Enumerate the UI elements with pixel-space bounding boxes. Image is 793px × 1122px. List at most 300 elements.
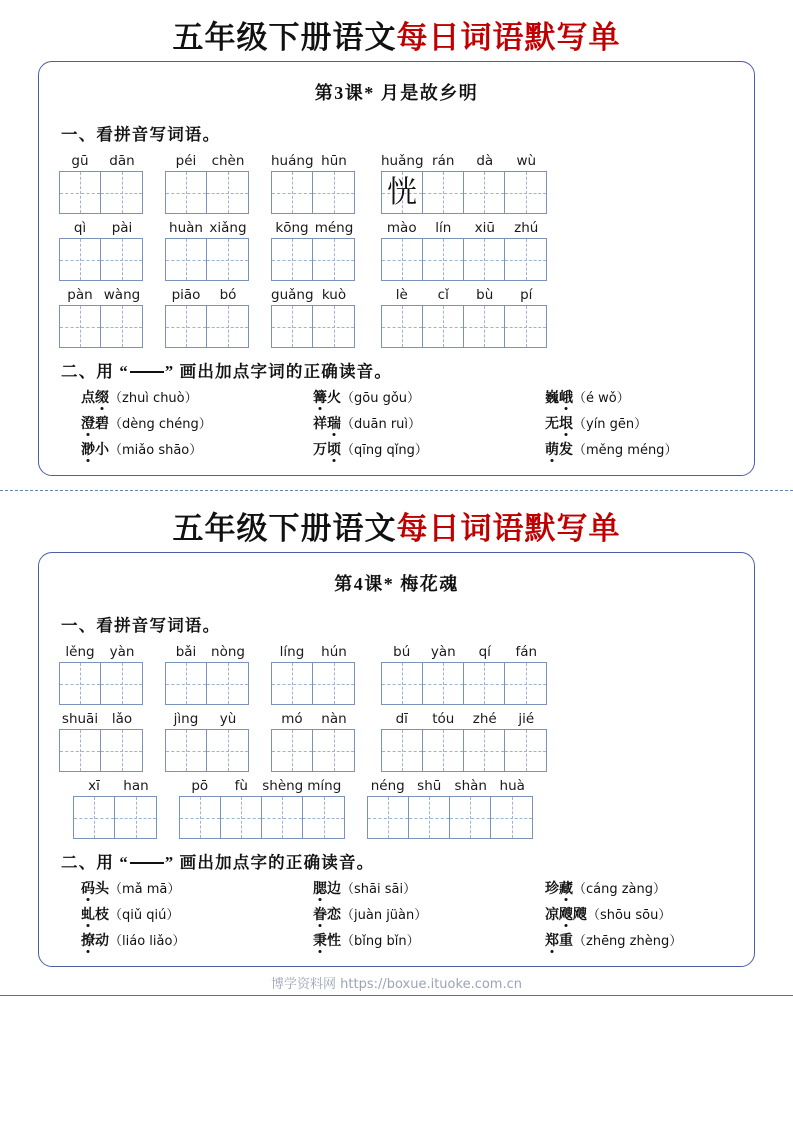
choice-word: [81, 934, 109, 949]
section-2-suffix: ” 画出加点字的正确读音。: [164, 853, 375, 872]
worksheet-1: [0, 0, 793, 491]
pronunciation-choice-item[interactable]: [545, 388, 754, 409]
character-grid[interactable]: [59, 662, 143, 705]
section-2-prefix: 用 “: [96, 362, 129, 381]
character-cell[interactable]: [101, 172, 142, 213]
section-1-number: 一、: [61, 125, 97, 144]
word-group: [271, 711, 355, 772]
character-cell[interactable]: [409, 797, 450, 838]
pinyin-syllable: qì: [73, 220, 87, 236]
pinyin-syllable: kōng: [275, 220, 309, 236]
section-1-heading: [39, 599, 754, 638]
word-group: [271, 153, 355, 214]
pinyin-syllable: han: [123, 778, 149, 794]
character-grid[interactable]: [59, 305, 143, 348]
character-cell[interactable]: [207, 239, 248, 280]
section-2-prefix: 用 “: [96, 853, 129, 872]
pinyin-syllable: bù: [476, 287, 494, 303]
pronunciation-choice-item[interactable]: [313, 440, 545, 461]
choice-word-plain: 边: [327, 882, 341, 897]
choice-options[interactable]: （cáng zàng）: [573, 882, 667, 897]
character-cell[interactable]: [368, 797, 409, 838]
character-cell[interactable]: [382, 730, 423, 771]
character-cell[interactable]: [166, 730, 207, 771]
pinyin-syllable: hūn: [321, 153, 347, 169]
character-grid[interactable]: [381, 305, 547, 348]
choice-word-plain: 凉: [545, 908, 559, 923]
choice-word-plain: 巍: [545, 391, 559, 406]
choice-word-dotted: 眷: [313, 908, 327, 923]
character-grid[interactable]: [165, 238, 249, 281]
pinyin-line: [59, 220, 143, 238]
choice-word-dotted: 渺: [81, 443, 95, 458]
character-grid[interactable]: [381, 238, 547, 281]
pinyin-syllable: yàn: [430, 644, 456, 660]
pinyin-line: [381, 711, 547, 729]
character-cell[interactable]: [382, 663, 423, 704]
character-cell[interactable]: [313, 730, 354, 771]
pinyin-line: [165, 153, 249, 171]
character-cell[interactable]: [101, 239, 142, 280]
choice-word-plain: 珍: [545, 882, 559, 897]
character-cell[interactable]: [272, 306, 313, 347]
pinyin-line: [381, 153, 547, 171]
pronunciation-choice-item[interactable]: [81, 440, 313, 461]
pinyin-syllable: zhé: [472, 711, 497, 727]
word-group: [165, 220, 249, 281]
choice-word: [313, 934, 341, 949]
pinyin-syllable: huáng: [271, 153, 314, 169]
word-group: [73, 778, 157, 839]
character-cell[interactable]: [272, 730, 313, 771]
character-cell[interactable]: [272, 172, 313, 213]
choice-word-plain: 枝: [95, 908, 109, 923]
choice-options[interactable]: （qīng qǐng）: [341, 443, 428, 458]
character-cell[interactable]: [101, 730, 142, 771]
character-cell[interactable]: [423, 730, 464, 771]
pinyin-line: [381, 220, 547, 238]
pinyin-syllable: yù: [219, 711, 237, 727]
character-cell[interactable]: [272, 239, 313, 280]
character-grid[interactable]: [271, 729, 355, 772]
choice-word: [545, 443, 573, 458]
pinyin-line: [59, 711, 143, 729]
choice-word: [545, 391, 573, 406]
word-group: [381, 711, 547, 772]
word-group: [381, 153, 547, 214]
pinyin-syllable: shuāi: [61, 711, 99, 727]
choice-word: [313, 417, 341, 432]
character-grid[interactable]: [165, 171, 249, 214]
choice-options[interactable]: （bǐng bǐn）: [341, 934, 420, 949]
pronunciation-choice-grid: [39, 876, 754, 966]
character-grid[interactable]: [367, 796, 533, 839]
lesson-card: [38, 552, 755, 967]
character-cell[interactable]: [505, 306, 546, 347]
word-group: [381, 220, 547, 281]
pronunciation-choice-item[interactable]: [545, 879, 754, 900]
pronunciation-choice-item[interactable]: [545, 440, 754, 461]
pinyin-line: [165, 644, 249, 662]
word-group: [59, 711, 143, 772]
choice-word-plain: 飕: [573, 908, 587, 923]
word-group: [165, 287, 249, 348]
lesson-title: 第4课* 梅花魂: [334, 574, 459, 594]
pronunciation-choice-item[interactable]: [545, 414, 754, 435]
choice-options[interactable]: （qiǔ qiú）: [109, 908, 180, 923]
choice-options[interactable]: （zhēng zhèng）: [573, 934, 683, 949]
pinyin-syllable: huàn: [169, 220, 203, 236]
word-group: [271, 220, 355, 281]
pronunciation-choice-item[interactable]: [81, 931, 313, 952]
pinyin-syllable: péi: [175, 153, 197, 169]
pinyin-syllable: wàng: [103, 287, 141, 303]
pinyin-line: [165, 287, 249, 305]
character-cell[interactable]: [313, 306, 354, 347]
pinyin-syllable: mó: [281, 711, 303, 727]
pronunciation-choice-item[interactable]: [81, 905, 313, 926]
pinyin-grid-row: [39, 287, 754, 348]
pinyin-syllable: pō: [191, 778, 209, 794]
pinyin-syllable: bú: [393, 644, 411, 660]
choice-word-plain: 动: [95, 934, 109, 949]
choice-word-dotted: 澄: [81, 417, 95, 432]
choice-word-dotted: 瑞: [327, 417, 341, 432]
pinyin-syllable: bǎi: [175, 644, 197, 660]
pinyin-syllable: dī: [395, 711, 408, 727]
character-cell[interactable]: [60, 663, 101, 704]
pinyin-line: [73, 778, 157, 796]
choice-word-dotted: 藏: [559, 882, 573, 897]
pinyin-line: [381, 644, 547, 662]
underline-symbol-icon: [130, 862, 164, 864]
pinyin-syllable: méng: [314, 220, 354, 236]
character-grid[interactable]: [59, 238, 143, 281]
pronunciation-choice-item[interactable]: [313, 879, 545, 900]
choice-word-plain: 点: [81, 391, 95, 406]
character-cell[interactable]: [60, 730, 101, 771]
watermark-rule: [0, 995, 793, 996]
choice-word-dotted: 撩: [81, 934, 95, 949]
choice-word-plain: 碧: [95, 417, 109, 432]
pinyin-syllable: fán: [515, 644, 538, 660]
pinyin-syllable: gū: [71, 153, 89, 169]
pinyin-syllable: xī: [88, 778, 100, 794]
watermark: [0, 967, 793, 996]
choice-word: [313, 882, 341, 897]
pinyin-syllable: xiū: [474, 220, 495, 236]
choice-options[interactable]: （juàn jüàn）: [341, 908, 428, 923]
section-1-label: 看拼音写词语。: [96, 125, 221, 144]
character-cell[interactable]: [221, 797, 262, 838]
choice-word-plain: 重: [559, 934, 573, 949]
pinyin-line: [271, 153, 355, 171]
word-group: [165, 644, 249, 705]
pinyin-syllable: rán: [432, 153, 455, 169]
pinyin-syllable: wù: [516, 153, 537, 169]
pinyin-syllable: huǎng: [381, 153, 424, 169]
choice-word-dotted: 顷: [327, 443, 341, 458]
pronunciation-choice-item[interactable]: [313, 388, 545, 409]
choice-word-plain: 万: [313, 443, 327, 458]
character-cell[interactable]: [303, 797, 344, 838]
character-cell[interactable]: [505, 239, 546, 280]
pinyin-syllable: tóu: [432, 711, 455, 727]
character-cell[interactable]: [382, 172, 423, 213]
pronunciation-choice-item[interactable]: [81, 388, 313, 409]
title-grade-subject: 五年级下册语文: [172, 511, 397, 546]
word-group: [367, 778, 533, 839]
character-cell[interactable]: [423, 663, 464, 704]
choice-word: [545, 882, 573, 897]
character-cell[interactable]: [166, 172, 207, 213]
choice-options[interactable]: （shāi sāi）: [341, 882, 417, 897]
choice-options[interactable]: （é wǒ）: [573, 391, 630, 406]
section-1-heading: [39, 108, 754, 147]
pinyin-syllable: chèn: [211, 153, 245, 169]
pinyin-syllable: zhú: [514, 220, 539, 236]
choice-options[interactable]: （duān ruì）: [341, 417, 422, 432]
pinyin-syllable: hún: [321, 644, 347, 660]
choice-word: [81, 908, 109, 923]
character-cell[interactable]: [313, 172, 354, 213]
choice-options[interactable]: （liáo liǎo）: [109, 934, 186, 949]
section-2-heading: [39, 839, 754, 876]
pinyin-syllable: xiǎng: [209, 220, 247, 236]
pinyin-syllable: nòng: [211, 644, 245, 660]
character-cell[interactable]: [505, 730, 546, 771]
character-glyph: 恍: [387, 175, 417, 209]
character-cell[interactable]: [464, 730, 505, 771]
pinyin-syllable: bó: [219, 287, 237, 303]
choice-word-dotted: 萌: [545, 443, 559, 458]
choice-options[interactable]: （yín gēn）: [573, 417, 648, 432]
character-cell[interactable]: [464, 172, 505, 213]
title-highlight: 每日词语默写单: [396, 511, 621, 546]
section-2-number: 二、: [61, 853, 97, 872]
character-cell[interactable]: [423, 306, 464, 347]
pinyin-line: [59, 287, 143, 305]
word-group: [179, 778, 345, 839]
choice-word: [313, 443, 341, 458]
choice-options[interactable]: （měng méng）: [573, 443, 678, 458]
character-cell[interactable]: [101, 306, 142, 347]
choice-options[interactable]: （dèng chéng）: [109, 417, 212, 432]
choice-word-dotted: 垠: [559, 417, 573, 432]
lesson-title: 第3课* 月是故乡明: [314, 83, 479, 103]
choice-word-plain: 头: [95, 882, 109, 897]
word-group: [165, 153, 249, 214]
choice-word: [81, 882, 109, 897]
character-cell[interactable]: [101, 663, 142, 704]
pronunciation-choice-item[interactable]: [81, 414, 313, 435]
pinyin-syllable: qí: [478, 644, 491, 660]
section-2-number: 二、: [61, 362, 97, 381]
character-cell[interactable]: [464, 663, 505, 704]
character-cell[interactable]: [423, 239, 464, 280]
choice-word: [545, 934, 573, 949]
section-1-label: 看拼音写词语。: [96, 616, 221, 635]
pinyin-syllable: fù: [234, 778, 248, 794]
choice-word-plain: 发: [559, 443, 573, 458]
character-cell[interactable]: [505, 663, 546, 704]
character-cell[interactable]: [166, 239, 207, 280]
pinyin-syllable: guǎng: [271, 287, 314, 303]
character-cell[interactable]: [450, 797, 491, 838]
choice-options[interactable]: （shōu sōu）: [587, 908, 672, 923]
character-cell[interactable]: [74, 797, 115, 838]
choice-word: [81, 443, 109, 458]
character-grid[interactable]: [73, 796, 157, 839]
choice-word: [545, 417, 573, 432]
choice-word: [313, 908, 341, 923]
pinyin-syllable: dà: [476, 153, 494, 169]
character-grid[interactable]: [59, 171, 143, 214]
pinyin-line: [165, 711, 249, 729]
pinyin-syllable: lěng: [65, 644, 95, 660]
pinyin-syllable: jìng: [173, 711, 199, 727]
character-cell[interactable]: [505, 172, 546, 213]
character-grid[interactable]: [381, 729, 547, 772]
character-cell[interactable]: [313, 663, 354, 704]
choice-word-dotted: 码: [81, 882, 95, 897]
pronunciation-choice-item[interactable]: [313, 931, 545, 952]
pinyin-syllable: shàn: [454, 778, 487, 794]
underline-symbol-icon: [130, 371, 164, 373]
pinyin-syllable: lín: [435, 220, 452, 236]
page-title: [0, 0, 793, 61]
section-2-heading: [39, 348, 754, 385]
character-grid[interactable]: [59, 729, 143, 772]
word-group: [59, 287, 143, 348]
choice-word-dotted: 篝: [313, 391, 327, 406]
character-grid[interactable]: [271, 238, 355, 281]
character-cell[interactable]: [491, 797, 532, 838]
pinyin-syllable: lǎo: [111, 711, 133, 727]
choice-options[interactable]: （miǎo shāo）: [109, 443, 203, 458]
pinyin-line: [271, 220, 355, 238]
character-cell[interactable]: [207, 306, 248, 347]
choice-word-dotted: 峨: [559, 391, 573, 406]
pinyin-syllable: jié: [518, 711, 535, 727]
choice-word-dotted: 虬: [81, 908, 95, 923]
word-group: [381, 644, 547, 705]
character-grid[interactable]: [271, 662, 355, 705]
character-cell[interactable]: [382, 306, 423, 347]
pinyin-grid-row: [39, 711, 754, 772]
character-cell[interactable]: [60, 239, 101, 280]
character-cell[interactable]: [207, 172, 248, 213]
character-cell[interactable]: [166, 663, 207, 704]
title-highlight: 每日词语默写单: [396, 20, 621, 55]
word-group: [271, 287, 355, 348]
pinyin-syllable: dān: [109, 153, 135, 169]
pronunciation-choice-item[interactable]: [545, 931, 754, 952]
pinyin-syllable: pàn: [67, 287, 93, 303]
pinyin-line: [271, 644, 355, 662]
pinyin-syllable: líng: [279, 644, 305, 660]
pinyin-syllable: shèng: [262, 778, 304, 794]
character-cell[interactable]: [60, 172, 101, 213]
choice-word-plain: 性: [327, 934, 341, 949]
section-1-number: 一、: [61, 616, 97, 635]
pinyin-syllable: lè: [395, 287, 408, 303]
page-title: [0, 491, 793, 552]
choice-word: [313, 391, 341, 406]
character-grid[interactable]: [271, 305, 355, 348]
character-cell[interactable]: [313, 239, 354, 280]
character-cell[interactable]: [207, 730, 248, 771]
pronunciation-choice-item[interactable]: [81, 879, 313, 900]
character-cell[interactable]: [60, 306, 101, 347]
pinyin-line: [271, 287, 355, 305]
section-2-suffix: ” 画出加点字词的正确读音。: [164, 362, 393, 381]
character-grid[interactable]: [271, 171, 355, 214]
pinyin-syllable: míng: [307, 778, 342, 794]
lesson-card: [38, 61, 755, 476]
character-grid[interactable]: [165, 305, 249, 348]
pronunciation-choice-item[interactable]: [545, 905, 754, 926]
character-grid[interactable]: [165, 729, 249, 772]
pinyin-line: [59, 153, 143, 171]
pronunciation-choice-item[interactable]: [313, 905, 545, 926]
word-group: [381, 287, 547, 348]
character-cell[interactable]: [180, 797, 221, 838]
character-cell[interactable]: [423, 172, 464, 213]
choice-word-dotted: 腮: [313, 882, 327, 897]
choice-word-plain: 无: [545, 417, 559, 432]
pinyin-line: [367, 778, 533, 796]
choice-word-dotted: 缀: [95, 391, 109, 406]
character-cell[interactable]: [382, 239, 423, 280]
character-grid[interactable]: [165, 662, 249, 705]
character-cell[interactable]: [272, 663, 313, 704]
choice-word-dotted: 秉: [313, 934, 327, 949]
character-cell[interactable]: [115, 797, 156, 838]
character-cell[interactable]: [464, 306, 505, 347]
pinyin-syllable: yàn: [109, 644, 135, 660]
choice-word-dotted: 飕: [559, 908, 573, 923]
worksheet-2: [0, 491, 793, 967]
character-grid[interactable]: [381, 171, 547, 214]
character-cell[interactable]: [166, 306, 207, 347]
choice-options[interactable]: （zhuì chuò）: [109, 391, 198, 406]
character-cell[interactable]: [207, 663, 248, 704]
pinyin-syllable: mào: [386, 220, 417, 236]
pinyin-line: [381, 287, 547, 305]
pinyin-syllable: nàn: [321, 711, 347, 727]
character-grid[interactable]: [381, 662, 547, 705]
pinyin-syllable: cǐ: [437, 287, 449, 303]
word-group: [59, 153, 143, 214]
pinyin-syllable: kuò: [321, 287, 347, 303]
word-group: [59, 220, 143, 281]
pinyin-grid-row: [39, 153, 754, 214]
watermark-text: 博学资料网 https://boxue.ituoke.com.cn: [271, 977, 522, 992]
pronunciation-choice-grid: [39, 385, 754, 475]
pinyin-grid-row: [39, 644, 754, 705]
choice-word-plain: 恋: [327, 908, 341, 923]
character-grid[interactable]: [179, 796, 345, 839]
pinyin-grid-row: [39, 220, 754, 281]
choice-options[interactable]: （mǎ mā）: [109, 882, 181, 897]
character-cell[interactable]: [464, 239, 505, 280]
pinyin-line: [165, 220, 249, 238]
character-cell[interactable]: [262, 797, 303, 838]
pronunciation-choice-item[interactable]: [313, 414, 545, 435]
choice-word: [81, 417, 109, 432]
choice-options[interactable]: （gōu gǒu）: [341, 391, 421, 406]
